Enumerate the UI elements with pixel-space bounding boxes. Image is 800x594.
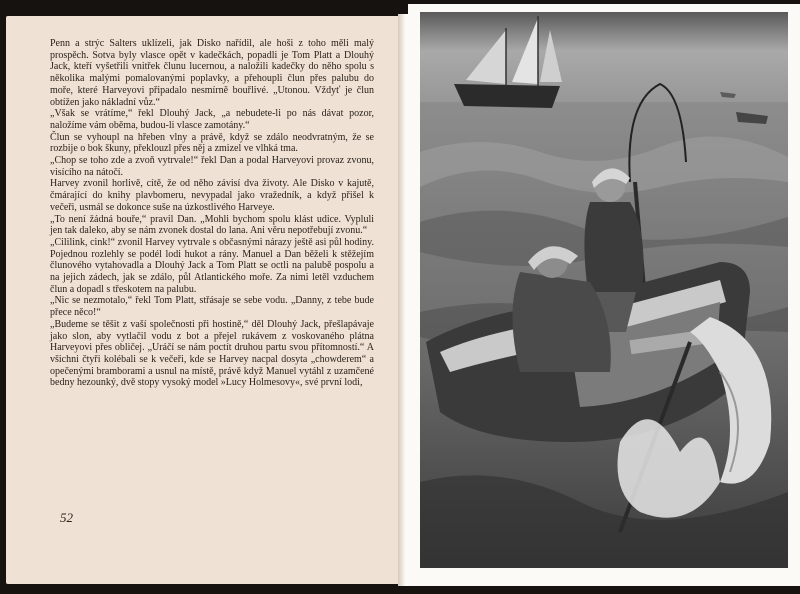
paragraph: Člun se vyhoupl na hřeben vlny a právě, když se zdálo neodvratným, že se rozbije o bok škuny, překlouzl přes něj a zmizel ve vlhká tma.	[50, 131, 374, 155]
paragraph: „Nic se nezmotalo,“ řekl Tom Platt, střásaje se sebe vodu. „Danny, z tebe bude přece něco!“	[50, 295, 374, 319]
paragraph: „Budeme se těšit z vaší společnosti při hostině,“ děl Dlouhý Jack, přešlapávaje jako slon, aby vytlačil vodu z bot a přejel rukávem z voskovaného plátna Harveyovi přes obličej. „Uráčí se nám poctít druhou partu svou přítomností.“ A všichni čtyři kolébali se k večeři, kde se Harvey nacpal dosyta „chowderem“ a opečenými bramborami a usnul na místě, právě když Manuel vytáhl z uzamčené bedny hezounký, dvě stopy vysoký model »Lucy Holmesovy«, své první lodi,	[50, 318, 374, 389]
paragraph: Harvey zvonil horlivě, cítě, že od něho závisí dva životy. Ale Disko v kajutě, čmárající do knihy plavbomeru, nevypadal jako vražedník, a když přišel k večeři, usmál se dokonce suše na úzkostlivého Harveye.	[50, 178, 374, 213]
body-text	[50, 38, 374, 389]
paragraph: „To není žádná bouře,“ pravil Dan. „Mohli bychom spolu klást udice. Vypluli jen tak daleko, aby se nám zvonek dostal do lana. Ani věru nepotřebují zvonu.“	[50, 213, 374, 237]
paragraph: „Však se vrátíme,“ řekl Dlouhý Jack, „a nebudete-li po nás dávat pozor, naložíme vám oběma, budou-li vlasce zamotány.“	[50, 108, 374, 131]
illustration-fishermen-dory	[420, 12, 788, 568]
paragraph: „Chop se toho zde a zvoň vytrvale!“ řekl Dan a podal Harveyovi provaz zvonu, visícího na nátočí.	[50, 155, 374, 178]
page-number: 52	[60, 510, 73, 525]
paragraph: „Cililink, cink!“ zvonil Harvey vytrvale s občasnými nárazy ještě asi půl hodiny. Pojednou rozlehly se podél lodi hukot a rány. Manuel a Dan běželi k stěžejím člunového vytahovadla a Dlouhý Jack a Tom Platt se octli na palubě pospolu a na jejich zádech, jak se zdálo, půl Atlantického moře. Za nimi letěl vzduchem člun a dopadl s třeskotem na palubu.	[50, 236, 374, 295]
illustration-art	[420, 12, 788, 568]
paragraph: Penn a strýc Salters uklízeli, jak Disko nařídil, ale hoši z toho měli malý prospěch. Sotva byly vlasce opět v kadečkách, popadli je Tom Platt a Dlouhý Jack, kteří vyšetřili vnitřek člunu lucernou, a naložili kadečky do něho spolu s několika malými pomalovanými poplavky, a přehoupli člun přes palubu do moře, které Harveyovi připadalo nesmírně bouřlivé. „Utonou. Vždyť je člun obtížen jako nákladní vůz.“	[50, 38, 374, 108]
